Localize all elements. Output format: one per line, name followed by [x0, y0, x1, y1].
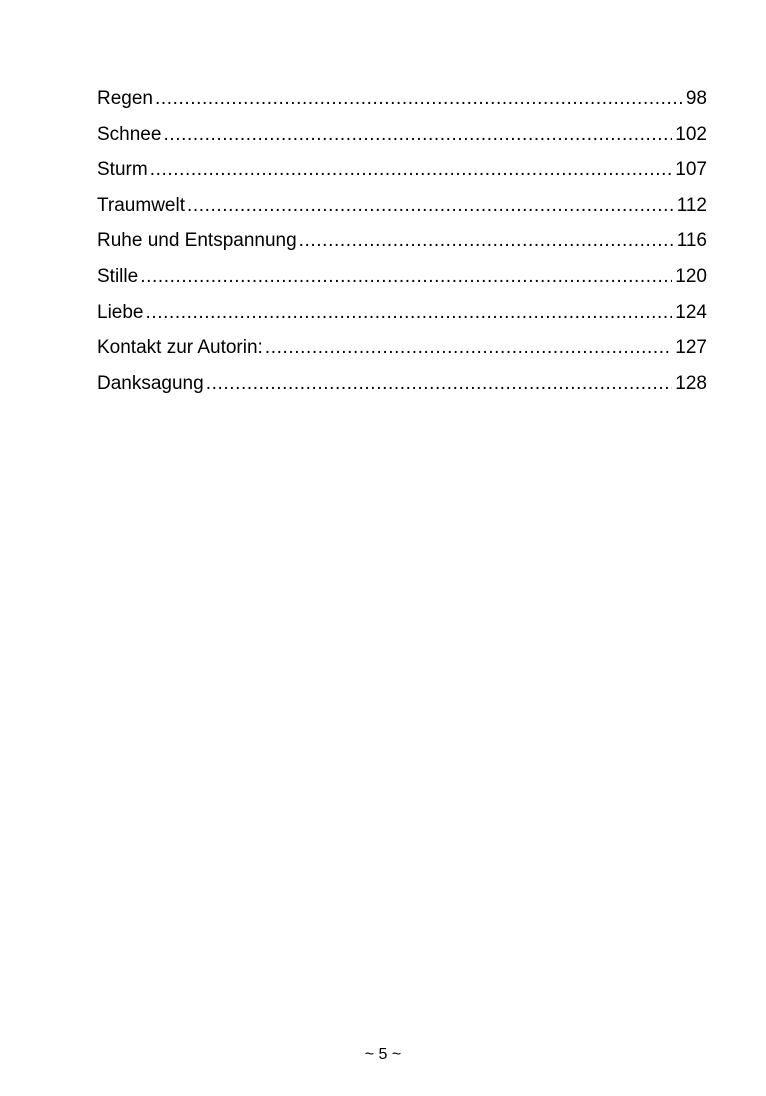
toc-entry-title: Regen: [97, 88, 153, 109]
page-number-footer: ~ 5 ~: [364, 1046, 402, 1063]
toc-dot-leader: [140, 264, 672, 290]
toc-entry-title: Sturm: [97, 159, 148, 181]
toc-dot-leader: [187, 193, 674, 219]
toc-entry-title: Ruhe und Entspannung: [97, 230, 297, 252]
toc-dot-leader: [265, 335, 672, 361]
toc-entry-title: Liebe: [97, 301, 144, 323]
toc-entry-title: Traumwelt: [97, 194, 185, 216]
toc-dot-leader: [155, 86, 683, 112]
toc-entry-page: 107: [675, 159, 707, 181]
toc-dot-leader: [150, 157, 673, 183]
toc-entry-page: 98: [685, 88, 707, 109]
toc-entry-title: Danksagung: [97, 372, 204, 394]
toc-entry-schnee: [97, 122, 707, 158]
toc-entry-page: 112: [676, 194, 707, 216]
toc-entry-stille: [97, 264, 707, 300]
toc-entry-traumwelt: [97, 193, 707, 229]
toc-entry-page: 128: [675, 372, 707, 394]
toc-dot-leader: [206, 371, 673, 397]
toc-entry-ruhe-und-entspannung: [97, 228, 707, 264]
toc-entry-sturm: [97, 157, 707, 193]
toc-entry-regen: [97, 86, 707, 122]
toc-entry-title: Schnee: [97, 123, 162, 145]
toc-dot-leader: [299, 228, 674, 254]
toc-entry-page: 127: [675, 337, 707, 359]
toc-dot-leader: [163, 122, 672, 148]
toc-entry-danksagung: [97, 371, 707, 407]
toc-entry-title: Kontakt zur Autorin:: [97, 337, 263, 359]
toc-entry-title: Stille: [97, 265, 139, 287]
toc-entry-page: 120: [675, 265, 707, 287]
toc-entry-page: 124: [675, 301, 707, 323]
toc-entry-page: 102: [675, 123, 707, 145]
toc-entry-liebe: [97, 300, 707, 336]
table-of-contents: [97, 86, 707, 406]
toc-entry-kontakt-zur-autorin: [97, 335, 707, 371]
toc-entry-page: 116: [676, 230, 707, 252]
toc-dot-leader: [146, 300, 673, 326]
